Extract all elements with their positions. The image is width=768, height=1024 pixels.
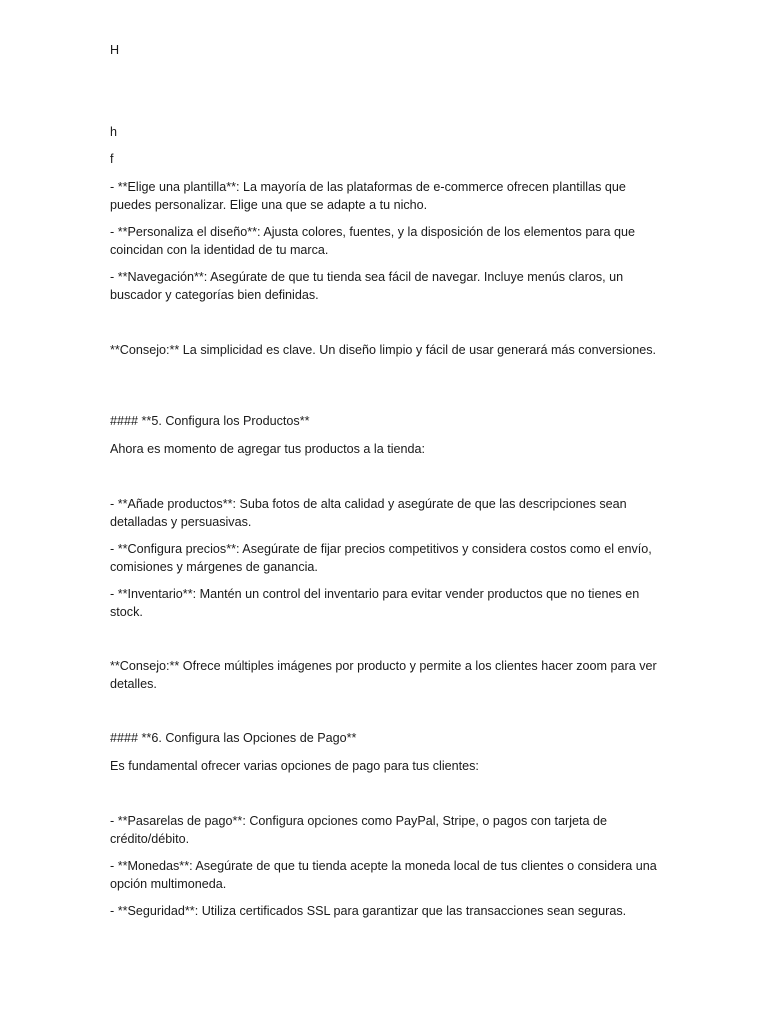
doc-text-h-upper: H (110, 43, 120, 57)
heading-configura-productos: #### **5. Configura los Productos** (110, 414, 310, 428)
bullet-pasarelas-pago: - **Pasarelas de pago**: Configura opciones como PayPal, Stripe, o pagos con tarjeta de crédito/débito. (110, 814, 608, 846)
doc-text-h-lower: h (110, 125, 118, 139)
intro-opciones-pago: Es fundamental ofrecer varias opciones de pago para tus clientes: (110, 759, 479, 773)
bullet-elige-plantilla: - **Elige una plantilla**: La mayoría de las plataformas de e-commerce ofrecen plantillas que puedes personalizar. Elige una que se adapte a tu nicho. (110, 180, 626, 212)
bullet-anade-productos: - **Añade productos**: Suba fotos de alta calidad y asegúrate de que las descripciones sean detalladas y persuasivas. (110, 497, 627, 529)
consejo-simplicidad: **Consejo:** La simplicidad es clave. Un diseño limpio y fácil de usar generará más conversiones. (110, 343, 657, 357)
bullet-monedas: - **Monedas**: Asegúrate de que tu tienda acepte la moneda local de tus clientes o considera una opción multimoneda. (110, 859, 657, 891)
bullet-seguridad: - **Seguridad**: Utiliza certificados SSL para garantizar que las transacciones sean seguras. (110, 904, 627, 918)
heading-opciones-pago: #### **6. Configura las Opciones de Pago** (110, 731, 357, 745)
bullet-inventario: - **Inventario**: Mantén un control del inventario para evitar vender productos que no tienes en stock. (110, 587, 640, 619)
intro-agregar-productos: Ahora es momento de agregar tus productos a la tienda: (110, 442, 426, 456)
bullet-navegacion: - **Navegación**: Asegúrate de que tu tienda sea fácil de navegar. Incluye menús claros, un buscador y categorías bien definidas. (110, 270, 624, 302)
bullet-configura-precios: - **Configura precios**: Asegúrate de fijar precios competitivos y considera costos como el envío, comisiones y márgenes de ganancia. (110, 542, 652, 574)
bullet-personaliza-diseno: - **Personaliza el diseño**: Ajusta colores, fuentes, y la disposición de los elementos para que coincidan con la identidad de tu marca. (110, 225, 636, 257)
doc-text-f: f (110, 152, 114, 166)
consejo-imagenes: **Consejo:** Ofrece múltiples imágenes por producto y permite a los clientes hacer zoom para ver detalles. (110, 659, 657, 691)
